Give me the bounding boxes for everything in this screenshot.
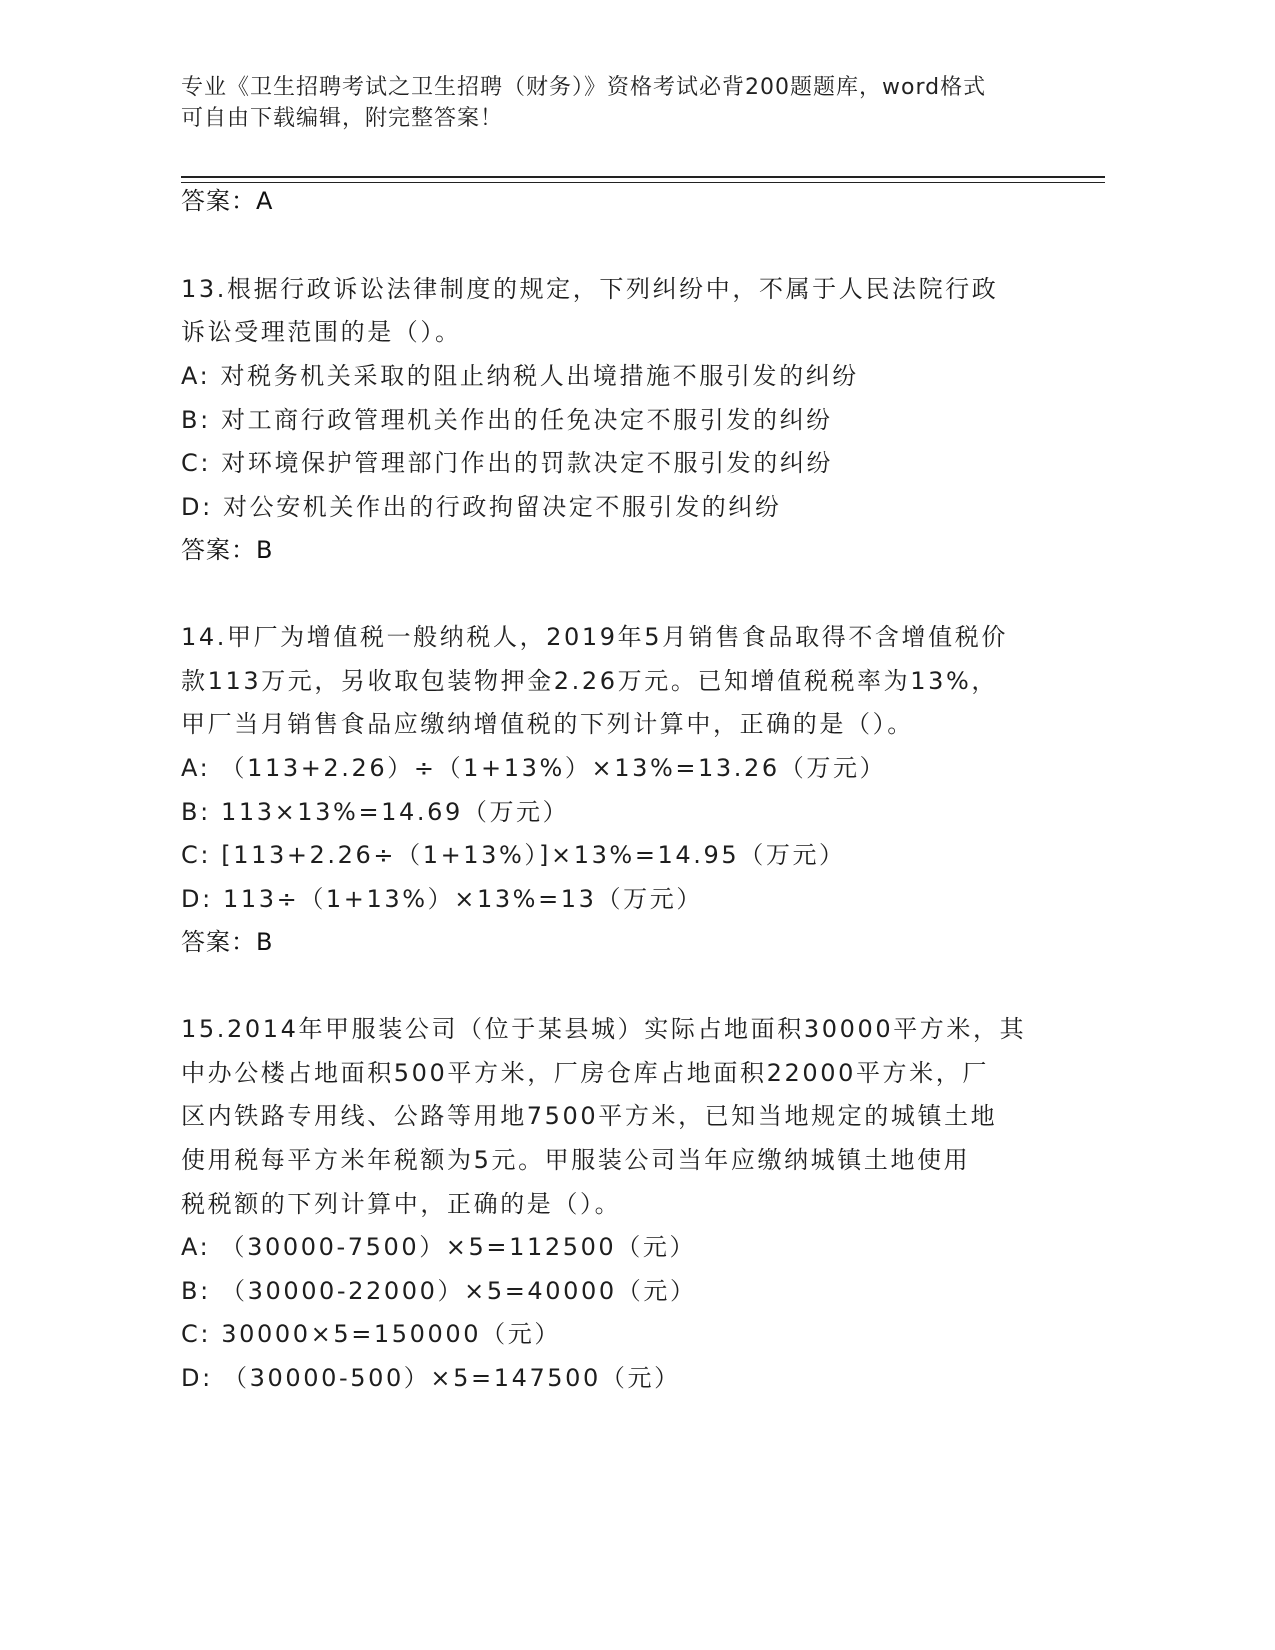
question-13-option-a: A: 对税务机关采取的阻止纳税人出境措施不服引发的纠纷 [181, 362, 859, 390]
header-line-2: 可自由下载编辑，附完整答案！ [181, 106, 504, 131]
question-13-answer: 答案：B [181, 536, 274, 564]
question-13-stem-line-1: 13.根据行政诉讼法律制度的规定，下列纠纷中，不属于人民法院行政 [181, 275, 999, 303]
question-15-option-d: D: （30000-500）×5=147500（元） [181, 1364, 681, 1392]
question-14-option-d: D: 113÷（1+13%）×13%=13（万元） [181, 885, 703, 913]
question-14-stem-line-2: 款113万元，另收取包装物押金2.26万元。已知增值税税率为13%， [181, 667, 998, 695]
question-14-option-a: A: （113+2.26）÷（1+13%）×13%=13.26（万元） [181, 754, 887, 782]
question-15-option-b: B: （30000-22000）×5=40000（元） [181, 1277, 697, 1305]
question-15-option-a: A: （30000-7500）×5=112500（元） [181, 1233, 697, 1261]
question-15-stem-line-1: 15.2014年甲服装公司（位于某县城）实际占地面积30000平方米，其 [181, 1015, 1027, 1043]
question-13-option-b: B: 对工商行政管理机关作出的任免决定不服引发的纠纷 [181, 406, 833, 434]
question-14-stem-line-3: 甲厂当月销售食品应缴纳增值税的下列计算中，正确的是（）。 [181, 710, 914, 738]
question-13-option-c: C: 对环境保护管理部门作出的罚款决定不服引发的纠纷 [181, 449, 834, 477]
header-divider-thin [181, 182, 1105, 183]
question-15-option-c: C: 30000×5=150000（元） [181, 1320, 561, 1348]
question-14-option-b: B: 113×13%=14.69（万元） [181, 798, 570, 826]
question-15-stem-line-3: 区内铁路专用线、公路等用地7500平方米，已知当地规定的城镇土地 [181, 1102, 998, 1130]
question-15-stem-line-4: 使用税每平方米年税额为5元。甲服装公司当年应缴纳城镇土地使用 [181, 1146, 971, 1174]
header-line-1: 专业《卫生招聘考试之卫生招聘（财务）》资格考试必背200题题库，word格式 [181, 75, 987, 100]
header-divider-thick [181, 176, 1105, 178]
previous-answer: 答案：A [181, 187, 274, 215]
question-13-option-d: D: 对公安机关作出的行政拘留决定不服引发的纠纷 [181, 493, 782, 521]
page-header [181, 72, 1041, 134]
question-15-stem-line-2: 中办公楼占地面积500平方米，厂房仓库占地面积22000平方米，厂 [181, 1059, 989, 1087]
question-13-stem-line-2: 诉讼受理范围的是（）。 [181, 318, 462, 346]
question-14-option-c: C: [113+2.26÷（1+13%）]×13%=14.95（万元） [181, 841, 846, 869]
question-14-stem-line-1: 14.甲厂为增值税一般纳税人，2019年5月销售食品取得不含增值税价 [181, 623, 1008, 651]
question-14-answer: 答案：B [181, 928, 274, 956]
question-15-stem-line-5: 税税额的下列计算中，正确的是（）。 [181, 1190, 622, 1218]
